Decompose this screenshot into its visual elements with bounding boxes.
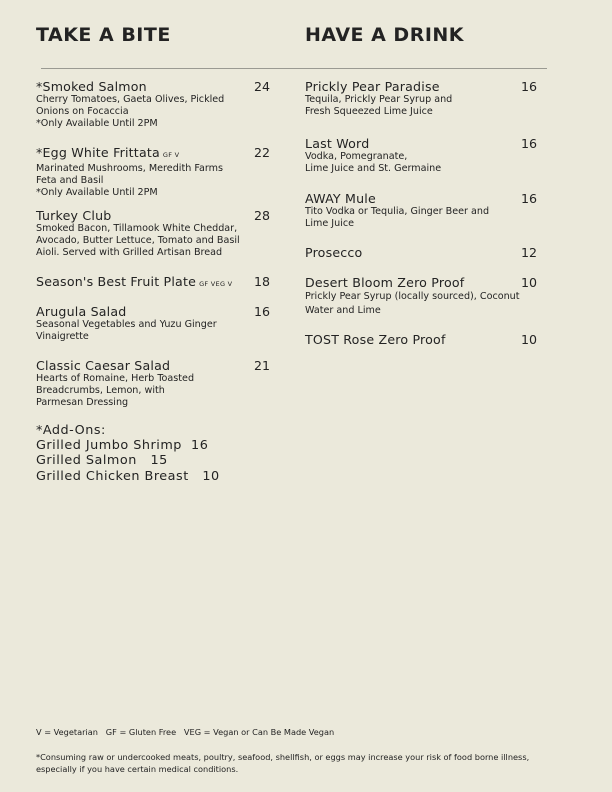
item-name: Desert Bloom Zero Proof [305,275,465,290]
item-price: 16 [520,136,537,151]
item-name: Season's Best Fruit Plate GF VEG V [36,274,233,289]
item-description: Tequila, Prickly Pear Syrup and Fresh Squeezed Lime Juice [305,94,453,118]
add-on-item: Grilled Salmon 15 [36,453,168,469]
drink-item-prosecco [305,245,537,260]
food-item-caesar-salad [36,358,270,410]
drink-item-tost-rose [305,332,537,347]
item-price: 16 [520,79,537,94]
item-name: TOST Rose Zero Proof [305,332,446,347]
item-price: 24 [253,79,270,94]
food-section-heading: TAKE A BITE [36,24,171,46]
food-item-arugula-salad [36,304,270,343]
item-price: 10 [520,332,537,347]
item-name: Turkey Club [36,208,112,223]
item-description: Prickly Pear Syrup (locally sourced), Coconut Water and Lime [305,291,520,316]
food-safety-disclaimer: *Consuming raw or undercooked meats, poultry, seafood, shellfish, or eggs may increase your risk of food borne illness, especially if you have certain medical conditions. [36,752,530,774]
add-on-item: Grilled Jumbo Shrimp 16 [36,438,209,454]
drink-section-heading: HAVE A DRINK [305,24,465,46]
item-price: 28 [253,208,270,223]
item-description: Vodka, Pomegranate, Lime Juice and St. Germaine [305,151,442,175]
item-name: Prosecco [305,245,363,260]
item-name: Arugula Salad [36,304,127,319]
add-on-item: Grilled Chicken Breast 10 [36,468,220,484]
item-description: Smoked Bacon, Tillamook White Cheddar, Avocado, Butter Lettuce, Tomato and Basil Aioli. Served with Grilled Artisan Bread [36,223,240,259]
item-name: *Egg White Frittata GF V [36,145,180,160]
dietary-tag: GF VEG V [199,280,233,288]
drink-item-prickly-pear-paradise [305,79,537,118]
food-item-smoked-salmon [36,79,270,131]
item-price: 12 [520,245,537,260]
item-price: 21 [253,358,270,373]
food-item-fruit-plate [36,274,270,292]
add-ons-title: *Add-Ons: [36,423,106,438]
drink-item-last-word [305,136,537,175]
item-description: Seasonal Vegetables and Yuzu Ginger Vinaigrette [36,319,217,343]
item-description: Tito Vodka or Tequlia, Ginger Beer and Lime Juice [305,206,490,230]
item-price: 18 [253,274,270,289]
item-description: Marinated Mushrooms, Meredith Farms Feta and Basil *Only Available Until 2PM [36,163,223,199]
item-price: 10 [520,275,537,290]
header-divider [41,68,547,69]
item-name: Prickly Pear Paradise [305,79,440,94]
item-name: AWAY Mule [305,191,376,206]
item-price: 22 [253,145,270,160]
item-name: Classic Caesar Salad [36,358,171,373]
item-price: 16 [520,191,537,206]
dietary-tag: GF V [162,151,180,159]
drink-item-desert-bloom [305,275,537,318]
item-description: Hearts of Romaine, Herb Toasted Breadcrumbs, Lemon, with Parmesan Dressing [36,373,195,409]
item-description: Cherry Tomatoes, Gaeta Olives, Pickled Onions on Focaccia *Only Available Until 2PM [36,94,225,130]
item-name: Last Word [305,136,370,151]
item-name: *Smoked Salmon [36,79,147,94]
food-item-turkey-club [36,208,270,260]
food-item-egg-white-frittata [36,145,270,200]
drink-item-away-mule [305,191,537,230]
item-price: 16 [253,304,270,319]
add-ons [36,423,220,484]
dietary-legend: V = Vegetarian GF = Gluten Free VEG = Vegan or Can Be Made Vegan [36,727,335,737]
